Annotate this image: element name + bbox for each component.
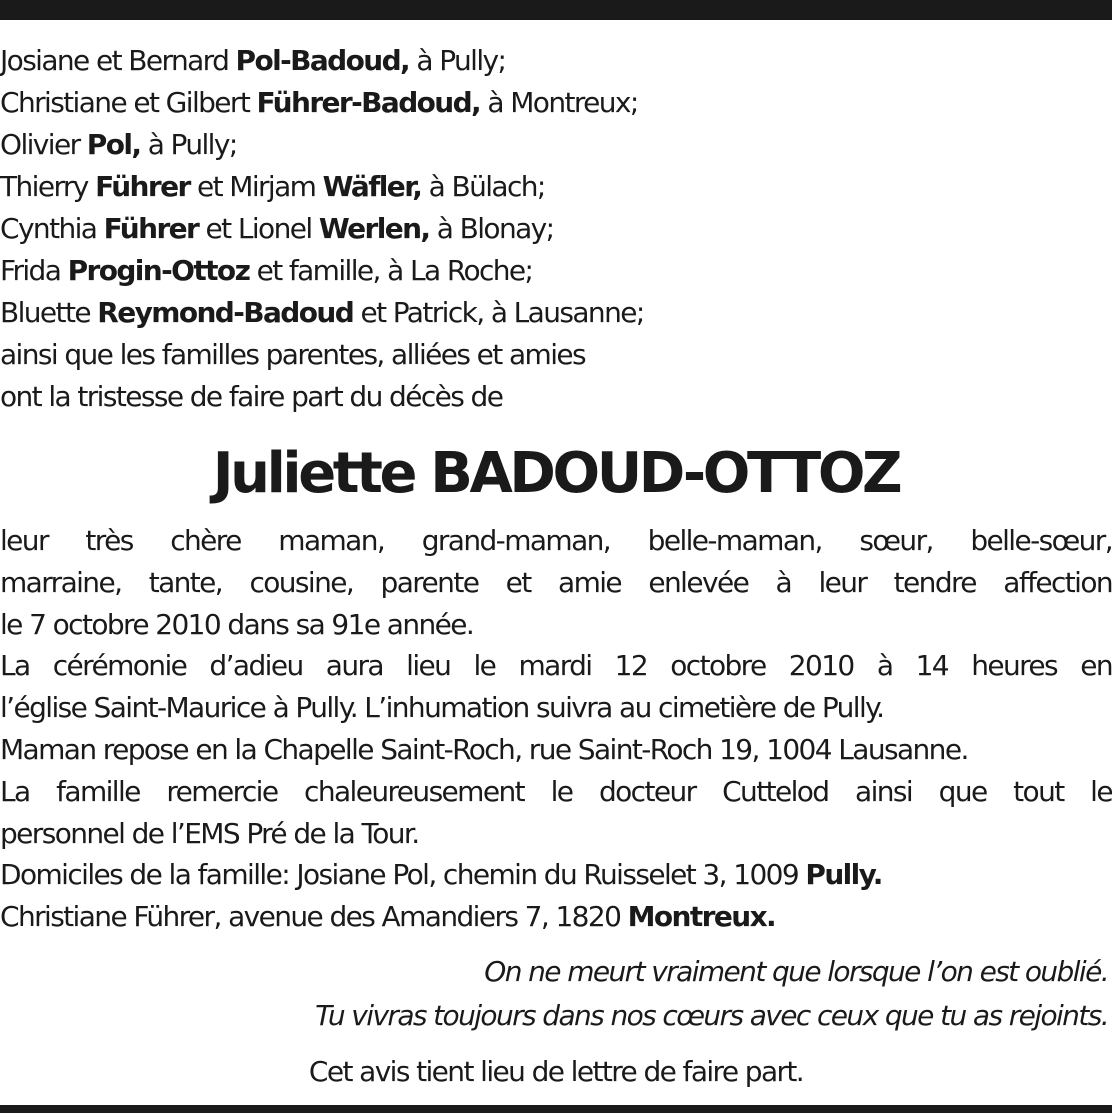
mourner-given-names: et Mirjam [189,170,323,203]
mourner-location: et Patrick, à Lausanne; [353,296,644,329]
mourner-given-names: Josiane et Bernard [0,44,236,77]
deceased-name-heading: Juliette BADOUD-OTTOZ [212,441,900,506]
body-line: personnel de l’EMS Pré de la Tour. [0,816,419,850]
mourner-line [0,250,1112,292]
domicile-address: Domiciles de la famille: Josiane Pol, chemin du Ruisselet 3, 1009 [0,858,806,892]
domicile-line [0,896,1112,938]
domicile-city: Pully. [805,858,882,892]
mourner-given-names: Bluette [0,296,98,329]
mourner-location: à Blonay; [429,212,554,245]
mourner-surname: Pol-Badoud, [235,44,410,77]
mourner-location: à Pully; [409,44,506,77]
mourner-given-names: Olivier [0,128,87,161]
intro-line: ainsi que les familles parentes, alliées et amies [0,338,586,371]
domicile-city: Montreux. [627,900,776,934]
mourner-surname: Progin-Ottoz [67,254,250,287]
intro-line: ont la tristesse de faire part du décès de [0,380,503,413]
mourner-given-names: Cynthia [0,212,104,245]
mourner-line [0,292,1112,334]
body-line: marraine, tante, cousine, parente et amie enlevée à leur tendre affection [0,565,1112,599]
mourner-surname: Führer [103,212,199,245]
body-line: le 7 octobre 2010 dans sa 91e année. [0,607,474,641]
body-line: La cérémonie d’adieu aura lieu le mardi 12 octobre 2010 à 14 heures en [0,649,1112,683]
quote-line: Tu vivras toujours dans nos cœurs avec ceux que tu as rejoints. [315,999,1108,1032]
mourner-given-names: Thierry [0,170,96,203]
memorial-quote [0,950,1108,1038]
mourner-surname: Pol, [86,128,141,161]
quote-line: On ne meurt vraiment que lorsque l’on est oublié. [484,955,1108,988]
mourner-location: et famille, à La Roche; [249,254,533,287]
mourner-surname: Führer-Badoud, [256,86,481,119]
mourner-given-names: Christiane et Gilbert [0,86,257,119]
mourner-given-names: Frida [0,254,68,287]
mourner-surname: Führer [95,170,190,203]
announcement-body [0,520,1112,938]
mourner-surname: Wäfler, [322,170,422,203]
mourner-given-names: et Lionel [198,212,319,245]
body-line: Maman repose en la Chapelle Saint-Roch, rue Saint-Roch 19, 1004 Lausanne. [0,732,968,766]
mourner-location: à Bülach; [421,170,545,203]
mourner-line [0,166,1112,208]
mourner-location: à Montreux; [480,86,638,119]
mourner-line [0,208,1112,250]
domicile-address: Christiane Führer, avenue des Amandiers 7, 1820 [0,900,628,934]
body-line: l’église Saint-Maurice à Pully. L’inhumation suivra au cimetière de Pully. [0,691,884,725]
body-line: La famille remercie chaleureusement le docteur Cuttelod ainsi que tout le [0,774,1112,808]
top-border-rule [0,0,1112,20]
domicile-line [0,854,1112,896]
closing-note: Cet avis tient lieu de lettre de faire part. [308,1055,804,1088]
body-line: leur très chère maman, grand-maman, belle-maman, sœur, belle-sœur, [0,524,1112,557]
mourner-surname: Werlen, [318,212,430,245]
mourner-line [0,40,1112,82]
mourner-location: à Pully; [140,128,237,161]
mourner-line [0,82,1112,124]
bottom-border-rule [0,1105,1112,1113]
mourner-surname: Reymond-Badoud [97,296,354,329]
announcement-intro [0,334,1112,418]
mourner-line [0,124,1112,166]
mourners-list [0,40,1112,334]
